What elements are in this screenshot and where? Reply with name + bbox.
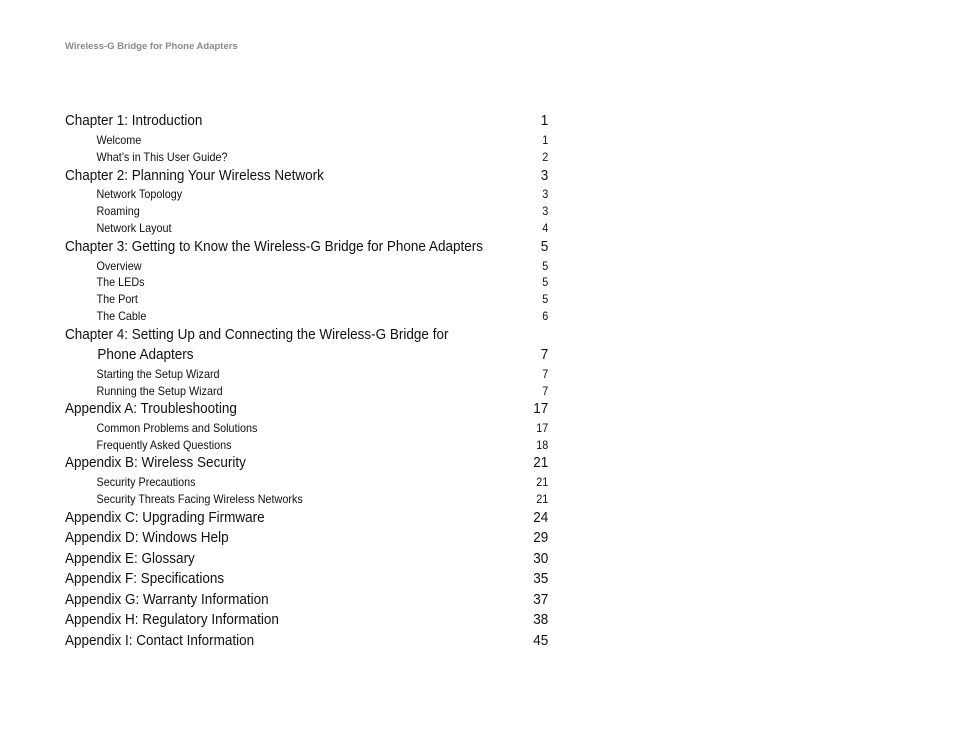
toc-entry-appendix-h[interactable]: [7, 610, 866, 629]
toc-entry-title: Chapter 2: Planning Your Wireless Network: [65, 167, 324, 184]
toc-entry-chapter-4[interactable]: [7, 325, 866, 344]
toc-entry-page: 17: [533, 400, 549, 417]
toc-entry-title: Frequently Asked Questions: [96, 438, 232, 452]
toc-entry-page: 21: [536, 492, 549, 506]
toc-entry-page: 17: [536, 421, 549, 435]
toc-entry-security-precautions[interactable]: [7, 474, 866, 490]
toc-entry-chapter-1[interactable]: [7, 111, 866, 130]
toc-entry-title: Appendix D: Windows Help: [65, 529, 229, 546]
toc-entry-title: Appendix C: Upgrading Firmware: [65, 509, 265, 526]
toc-entry-page: 5: [542, 292, 549, 306]
toc-entry-title: Chapter 4: Setting Up and Connecting the Wireless-G Bridge for: [65, 326, 449, 343]
toc-entry-title: Appendix F: Specifications: [65, 570, 225, 587]
toc-entry-port[interactable]: [7, 291, 866, 307]
toc-entry-title: Appendix H: Regulatory Information: [65, 611, 279, 628]
toc-entry-title: Starting the Setup Wizard: [96, 367, 220, 381]
toc-entry-appendix-d[interactable]: [7, 528, 866, 547]
toc-entry-page: 21: [536, 475, 549, 489]
toc-entry-appendix-a[interactable]: [7, 399, 866, 418]
toc-entry-title: Running the Setup Wizard: [96, 384, 223, 398]
toc-entry-title: Welcome: [96, 133, 142, 147]
toc-entry-page: 18: [536, 438, 549, 452]
toc-entry-page: 5: [540, 238, 549, 255]
toc-entry-appendix-b[interactable]: [7, 453, 866, 472]
toc-entry-appendix-c[interactable]: [7, 508, 866, 527]
toc-entry-title: The LEDs: [96, 275, 145, 289]
toc-entry-appendix-i[interactable]: [7, 631, 866, 650]
running-header: Wireless-G Bridge for Phone Adapters: [65, 41, 238, 52]
toc-entry-title: Chapter 1: Introduction: [65, 112, 203, 129]
toc-entry-title: Appendix E: Glossary: [65, 550, 195, 567]
toc-entry-page: 5: [542, 275, 549, 289]
toc-entry-title: Roaming: [96, 204, 140, 218]
toc-entry-title: Security Precautions: [96, 475, 196, 489]
toc-entry-page: 6: [542, 309, 549, 323]
toc-entry-chapter-2[interactable]: [7, 166, 866, 185]
toc-entry-appendix-g[interactable]: [7, 590, 866, 609]
toc-entry-chapter-3[interactable]: [7, 237, 866, 256]
toc-entry-title: The Port: [96, 292, 138, 306]
toc-entry-title: Common Problems and Solutions: [96, 421, 258, 435]
toc-entry-page: 3: [542, 204, 549, 218]
toc-entry-running-wizard[interactable]: [7, 383, 866, 399]
toc-entry-title: Network Layout: [96, 221, 172, 235]
toc-entry-page: 7: [542, 384, 549, 398]
toc-entry-faq[interactable]: [7, 437, 866, 453]
toc-entry-network-topology[interactable]: [7, 186, 866, 202]
toc-entry-whats-in[interactable]: [7, 149, 866, 165]
toc-entry-page: 37: [533, 591, 549, 608]
toc-entry-roaming[interactable]: [7, 203, 866, 219]
toc-entry-title: Appendix B: Wireless Security: [65, 454, 246, 471]
toc-entry-appendix-e[interactable]: [7, 549, 866, 568]
toc-entry-title: Overview: [96, 259, 142, 273]
toc-entry-title: Security Threats Facing Wireless Networks: [96, 492, 303, 506]
toc-entry-page: 35: [533, 570, 549, 587]
toc-entry-page: 5: [542, 259, 549, 273]
toc-entry-title: What’s in This User Guide?: [96, 150, 228, 164]
toc-entry-welcome[interactable]: [7, 132, 866, 148]
toc-entry-page: 24: [533, 509, 549, 526]
toc-entry-title: The Cable: [96, 309, 147, 323]
toc-entry-appendix-f[interactable]: [7, 569, 866, 588]
toc-entry-title: Appendix G: Warranty Information: [65, 591, 269, 608]
toc-entry-page: 1: [540, 112, 549, 129]
toc-entry-page: 30: [533, 550, 549, 567]
toc-entry-page: 2: [542, 150, 549, 164]
toc-entry-title: Appendix A: Troubleshooting: [65, 400, 237, 417]
toc-entry-security-threats[interactable]: [7, 491, 866, 507]
toc-entry-page: 1: [542, 133, 549, 147]
toc-entry-network-layout[interactable]: [7, 220, 866, 236]
toc-entry-title: Appendix I: Contact Information: [65, 632, 255, 649]
toc-entry-leds[interactable]: [7, 274, 866, 290]
toc-entry-common-problems[interactable]: [7, 420, 866, 436]
toc-entry-page: 29: [533, 529, 549, 546]
toc-entry-title: Phone Adapters: [97, 346, 194, 363]
toc-entry-page: 3: [542, 187, 549, 201]
toc-entry-overview[interactable]: [7, 258, 866, 274]
toc-entry-page: 45: [533, 632, 549, 649]
toc-entry-starting-wizard[interactable]: [7, 366, 866, 382]
toc-entry-page: 7: [540, 346, 549, 363]
toc-entry-page: 4: [542, 221, 549, 235]
toc-entry-title: Chapter 3: Getting to Know the Wireless-G Bridge for Phone Adapters: [65, 238, 483, 255]
toc-entry-page: 7: [542, 367, 549, 381]
toc-entry-cable[interactable]: [7, 308, 866, 324]
toc-entry-page: 21: [533, 454, 549, 471]
toc-entry-title: Network Topology: [96, 187, 183, 201]
toc-entry-page: 3: [540, 167, 549, 184]
toc-entry-chapter-4-continued[interactable]: [7, 345, 866, 364]
toc-entry-page: 38: [533, 611, 549, 628]
